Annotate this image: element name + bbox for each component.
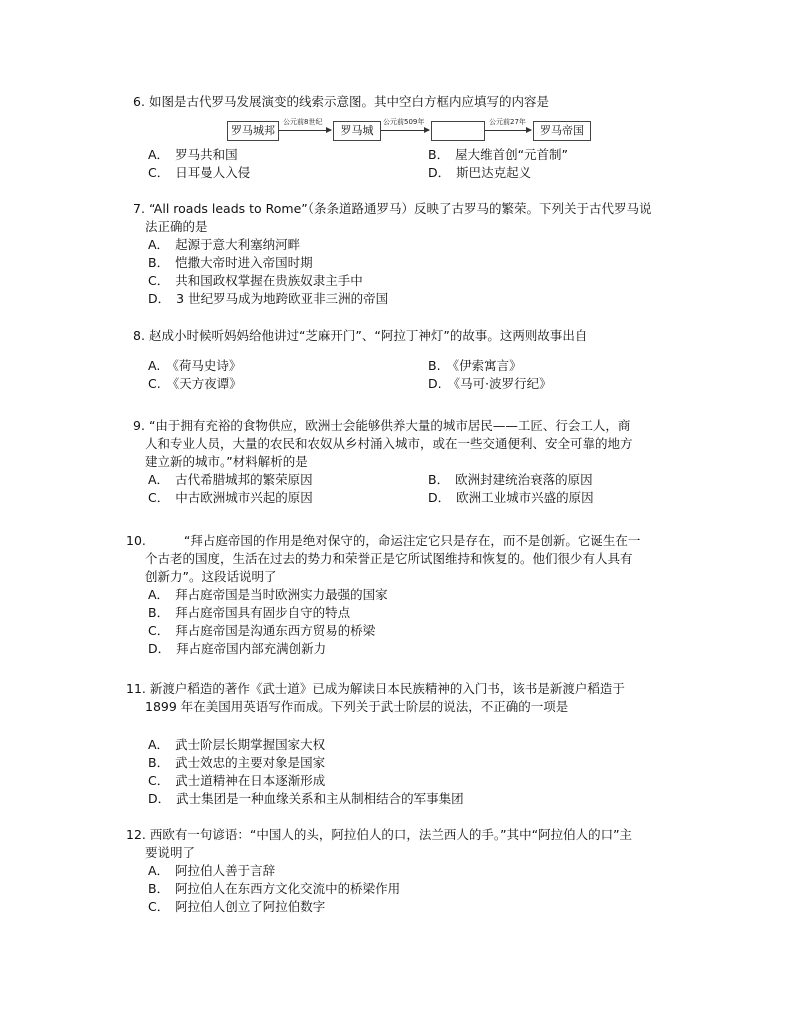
option-c[interactable]: C. 《天方夜谭》: [148, 376, 242, 391]
question-text-cont: 要说明了: [145, 845, 196, 860]
question-number: 11.: [126, 681, 146, 696]
timeline-arrow-1: [279, 130, 331, 131]
question-6-stem: [133, 93, 693, 111]
timeline-arrow-3-label: 公元前27年: [489, 118, 526, 126]
question-9-stem: [133, 417, 693, 435]
question-8: [133, 327, 693, 393]
option-b[interactable]: B． 武士效忠的主要对象是国家: [148, 755, 326, 770]
option-a[interactable]: A． 古代希腊城邦的繁荣原因: [148, 472, 313, 487]
option-c[interactable]: C． 共和国政权掌握在贵族奴隶主手中: [148, 273, 363, 288]
option-a[interactable]: A. 《荷马史诗》: [148, 358, 242, 373]
question-text: “拜占庭帝国的作用是绝对保守的，命运注定它只是存在，而不是创新。它诞生在一: [183, 533, 641, 548]
option-c[interactable]: C． 中古欧洲城市兴起的原因: [148, 490, 313, 505]
option-b[interactable]: B． 拜占庭帝国具有固步自守的特点: [148, 605, 351, 620]
timeline-box-blank: [431, 121, 485, 141]
timeline-arrow-1-label: 公元前8世纪: [283, 118, 323, 126]
timeline-box-roman-empire: 罗马帝国: [533, 121, 591, 141]
option-b[interactable]: B. 《伊索寓言》: [428, 358, 522, 373]
question-number: 9.: [133, 418, 145, 433]
option-a[interactable]: A． 武士阶层长期掌握国家大权: [148, 737, 326, 752]
question-text-cont: 个古老的国度，生活在过去的势力和荣誉正是它所试图维持和恢复的。他们很少有人具有: [145, 551, 633, 566]
question-10-stem: [126, 532, 693, 550]
option-a[interactable]: A． 阿拉伯人善于言辞: [148, 863, 276, 878]
option-a[interactable]: A． 拜占庭帝国是当时欧洲实力最强的国家: [148, 587, 388, 602]
option-d[interactable]: D． 3 世纪罗马成为地跨欧亚非三洲的帝国: [148, 291, 389, 306]
question-12: [126, 826, 693, 916]
question-11-stem: [126, 680, 693, 698]
option-d[interactable]: D. 《马可·波罗行纪》: [428, 376, 552, 391]
question-number: 6.: [133, 94, 145, 109]
question-number: 8.: [133, 328, 145, 343]
option-b[interactable]: B． 屋大维首创“元首制”: [428, 147, 569, 162]
timeline-box-rome-city-state: 罗马城邦: [227, 121, 279, 141]
timeline-arrow-2: [381, 130, 429, 131]
question-text-cont: 法正确的是: [145, 219, 208, 234]
question-11: [126, 680, 693, 808]
question-text-cont: 创新力”。这段话说明了: [145, 569, 277, 584]
option-b[interactable]: B． 欧洲封建统治衰落的原因: [428, 472, 593, 487]
option-c[interactable]: C． 武士道精神在日本逐渐形成: [148, 773, 326, 788]
option-b[interactable]: B． 阿拉伯人在东西方文化交流中的桥梁作用: [148, 881, 401, 896]
question-6-options: [133, 146, 693, 182]
option-c[interactable]: C． 阿拉伯人创立了阿拉伯数字: [148, 899, 326, 914]
option-d[interactable]: D． 斯巴达克起义: [428, 165, 532, 180]
question-7: [133, 200, 693, 308]
question-text: 赵成小时候听妈妈给他讲过“芝麻开门”、“阿拉丁神灯”的故事。这两则故事出自: [148, 328, 588, 343]
question-7-stem: [133, 200, 693, 218]
question-text: 如图是古代罗马发展演变的线索示意图。其中空白方框内应填写的内容是: [148, 94, 549, 109]
question-text: “All roads leads to Rome”（条条道路通罗马）反映了古罗马的繁荣。下列关于古代罗马说: [148, 201, 652, 216]
question-text: 新渡户稻造的著作《武士道》已成为解读日本民族精神的入门书，该书是新渡户稻造于: [149, 681, 625, 696]
timeline-arrow-2-label: 公元前509年: [383, 118, 425, 126]
timeline-box-rome-city: 罗马城: [333, 121, 381, 141]
timeline-arrow-3: [485, 130, 531, 131]
option-d[interactable]: D． 欧洲工业城市兴盛的原因: [428, 490, 594, 505]
option-c[interactable]: C． 拜占庭帝国是沟通东西方贸易的桥梁: [148, 623, 376, 638]
option-d[interactable]: D． 拜占庭帝国内部充满创新力: [148, 641, 327, 656]
question-number: 12.: [126, 827, 146, 842]
option-a[interactable]: A． 起源于意大利塞纳河畔: [148, 237, 301, 252]
question-number: 7.: [133, 201, 145, 216]
question-10: [126, 532, 693, 658]
option-c[interactable]: C． 日耳曼人入侵: [148, 165, 251, 180]
question-6: [133, 93, 693, 111]
question-12-stem: [126, 826, 693, 844]
question-text: “由于拥有充裕的食物供应，欧洲士会能够供养大量的城市居民——工匠、行会工人，商: [148, 418, 631, 433]
option-a[interactable]: A． 罗马共和国: [148, 147, 238, 162]
question-8-stem: [133, 327, 693, 345]
question-text: 西欧有一句谚语：“中国人的头，阿拉伯人的口，法兰西人的手。”其中“阿拉伯人的口”主: [149, 827, 633, 842]
question-text-cont: 建立新的城市。”材料解析的是: [145, 454, 308, 469]
question-9: [133, 417, 693, 507]
rome-timeline-diagram: [227, 118, 591, 141]
option-b[interactable]: B． 恺撒大帝时进入帝国时期: [148, 255, 313, 270]
question-text-cont: 1899 年在美国用英语写作而成。下列关于武士阶层的说法，不正确的一项是: [145, 699, 569, 714]
question-number: 10.: [126, 533, 146, 548]
question-text-cont: 人和专业人员，大量的农民和农奴从乡村涌入城市，或在一些交通便利、安全可靠的地方: [145, 436, 633, 451]
option-d[interactable]: D． 武士集团是一种血缘关系和主从制相结合的军事集团: [148, 791, 464, 806]
